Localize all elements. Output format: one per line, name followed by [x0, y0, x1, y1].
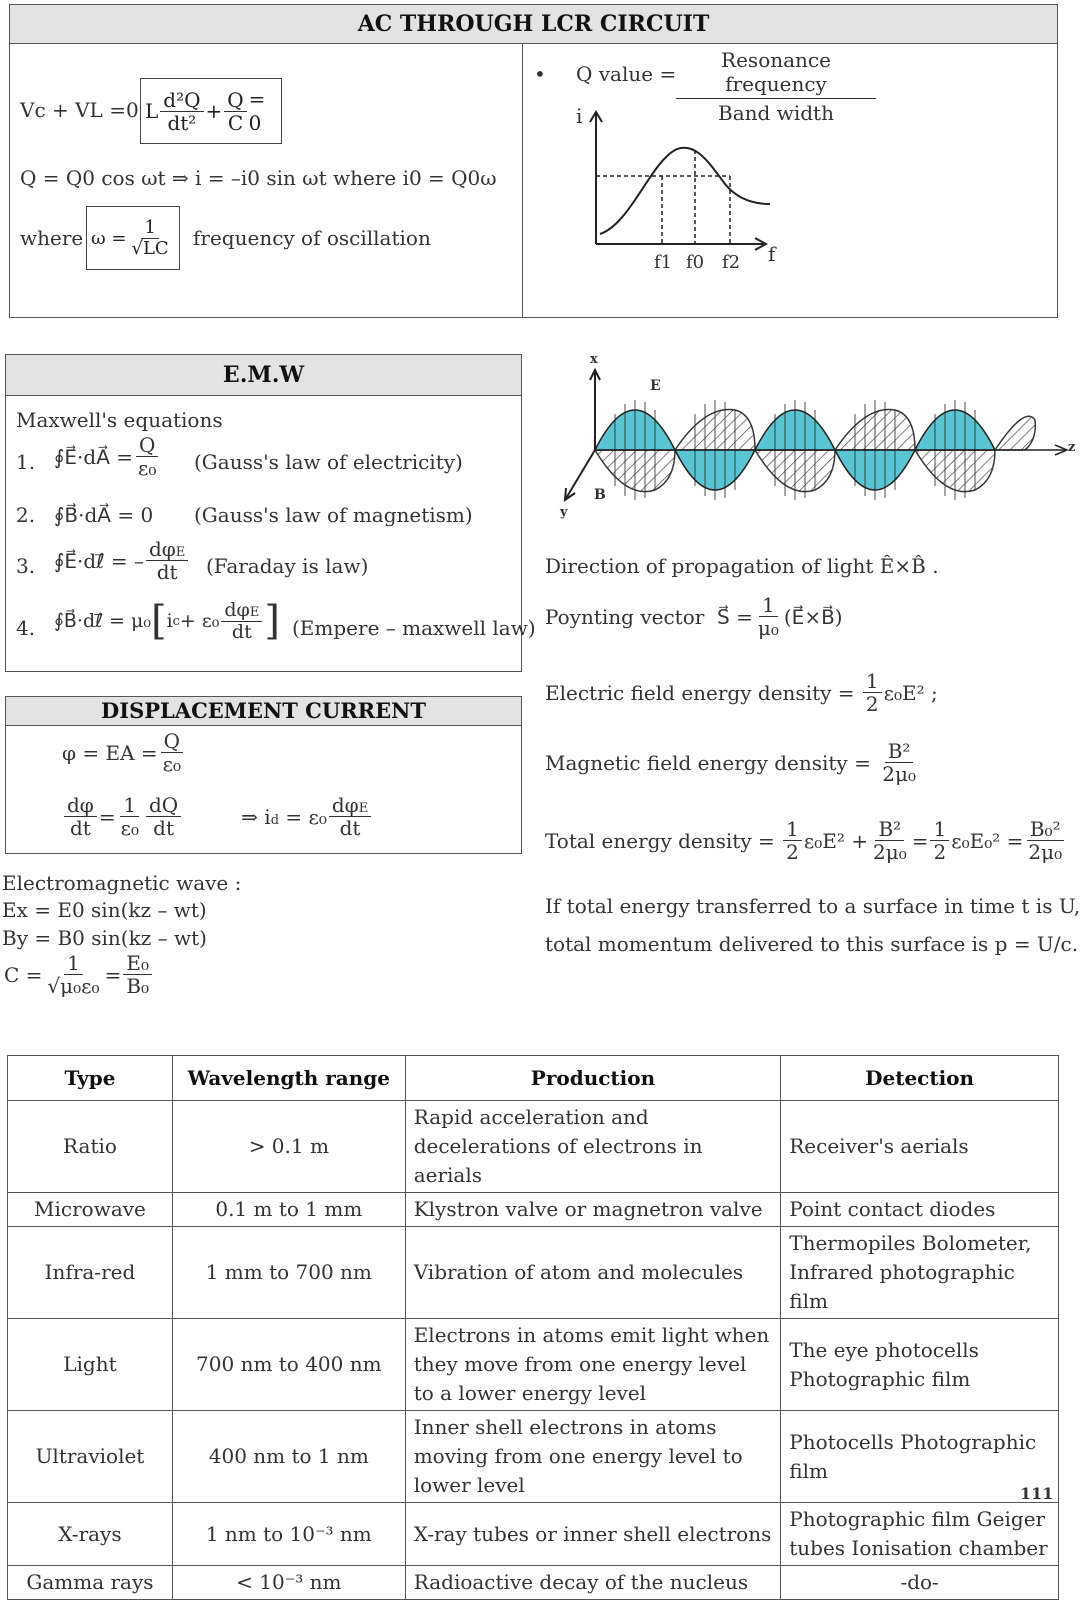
displacement-title: DISPLACEMENT CURRENT	[6, 697, 521, 726]
page-number: 111	[1020, 1484, 1054, 1503]
lcr-title: AC THROUGH LCR CIRCUIT	[10, 5, 1057, 44]
electric-energy-formula: Electric field energy density = $\frac{1}{2}$ ε₀E² ;	[545, 669, 938, 716]
lcr-divider	[522, 43, 523, 317]
cell-type: Microwave	[8, 1193, 173, 1227]
cell-detection: Photocells Photographic film	[781, 1411, 1059, 1503]
cell-detection: Point contact diodes	[781, 1193, 1059, 1227]
momentum-line-1: If total energy transferred to a surface in time t is U,	[545, 894, 1080, 918]
cell-wavelength: 1 nm to 10⁻³ nm	[172, 1503, 405, 1566]
eq3-num: 3.	[16, 554, 36, 578]
lcr-section	[9, 4, 1058, 318]
cell-production: Klystron valve or magnetron valve	[405, 1193, 781, 1227]
poynting-label: Poynting vector	[545, 604, 705, 629]
direction-text: Direction of propagation of light Ê×B̂ .	[545, 554, 939, 578]
cell-production: Radioactive decay of the nucleus	[405, 1566, 781, 1600]
eq1-formula: ∮E⃗·dA⃗ = $\frac{Q}{\text{ε₀}}$	[54, 433, 157, 480]
q-value-denominator: Band width	[718, 101, 834, 125]
eq2-num: 2.	[16, 503, 36, 527]
q-value-label: Q value =	[576, 62, 677, 86]
tick-f1: f1	[654, 252, 673, 273]
wave-y-label: y	[560, 505, 568, 520]
cell-wavelength: > 0.1 m	[172, 1101, 405, 1193]
cell-detection: Receiver's aerials	[781, 1101, 1059, 1193]
cell-detection: Photographic film Geiger tubes Ionisation chamber	[781, 1503, 1059, 1566]
cell-wavelength: 0.1 m to 1 mm	[172, 1193, 405, 1227]
wave-z-label: z	[1068, 440, 1076, 455]
header-type: Type	[8, 1056, 173, 1101]
where-label: where	[20, 226, 84, 250]
cell-detection: The eye photocells Photographic film	[781, 1319, 1059, 1411]
wave-b-label: B	[594, 487, 606, 503]
resonance-graph	[570, 104, 790, 284]
eq4-num: 4.	[16, 616, 36, 640]
table-row	[8, 1319, 1059, 1411]
table-header-row	[8, 1056, 1059, 1101]
cell-production: Vibration of atom and molecules	[405, 1227, 781, 1319]
cell-wavelength: < 10⁻³ nm	[172, 1566, 405, 1600]
lc-equation-box: L $\frac{\text{d²Q}}{\text{dt²}}$ + $\frac{Q}{C}$ = 0	[140, 78, 282, 144]
graph-x-label: f	[768, 242, 776, 266]
cell-production: Inner shell electrons in atoms moving from one energy level to lower level	[405, 1411, 781, 1503]
q-value-numerator: Resonance frequency	[676, 48, 876, 99]
cell-type: Ultraviolet	[8, 1411, 173, 1503]
frequency-label: frequency of oscillation	[193, 226, 431, 250]
table-row	[8, 1411, 1059, 1503]
graph-y-label: i	[576, 104, 583, 128]
magnetic-energy-formula: Magnetic field energy density = $\frac{\text{B²}}{\text{2μ₀}}$	[545, 739, 916, 786]
eq4-law: (Empere – maxwell law)	[292, 616, 536, 640]
eq1-law: (Gauss's law of electricity)	[194, 450, 463, 474]
flux-derivative: $\frac{d\varphi}{dt}$ = $\frac{1}{\text{ε₀}}$ $\frac{dQ}{dt}$ ⇒ id = ε₀ $\frac{\text{dφE}}{dt}$	[62, 794, 373, 839]
eq2-formula: ∮B⃗·dA⃗ = 0	[54, 503, 154, 527]
cell-detection: -do-	[781, 1566, 1059, 1600]
em-wave-diagram	[555, 350, 1080, 530]
table-row	[8, 1503, 1059, 1566]
cell-type: Ratio	[8, 1101, 173, 1193]
table-row	[8, 1566, 1059, 1600]
total-energy-label: Total energy density =	[545, 828, 775, 853]
cell-production: X-ray tubes or inner shell electrons	[405, 1503, 781, 1566]
by-equation: By = B0 sin(kz – wt)	[2, 926, 207, 950]
momentum-line-2: total momentum delivered to this surface is p = U/c.	[545, 932, 1079, 956]
emw-title: E.M.W	[6, 355, 521, 396]
eq4-formula: ∮B⃗·dℓ⃗ = μ₀ [ i c + ε₀ $\frac{\text{dφE}}{dt}$ ]	[54, 598, 280, 644]
charge-equation: Q = Q0 cos ωt ⇒ i = –i0 sin ωt where i0 = Q0ω	[20, 166, 497, 190]
eq2-law: (Gauss's law of magnetism)	[194, 503, 473, 527]
omega-box: ω = $\frac{1}{√LC}$	[86, 206, 180, 270]
poynting-formula: Poynting vector S⃗ = $\frac{1}{\text{μ₀}}$ (E⃗×B⃗)	[545, 593, 843, 640]
tick-f2: f2	[722, 252, 741, 273]
cell-wavelength: 700 nm to 400 nm	[172, 1319, 405, 1411]
header-wavelength: Wavelength range	[172, 1056, 405, 1101]
eq1-num: 1.	[16, 450, 36, 474]
eq3-formula: ∮E⃗·dℓ⃗ = – $\frac{\text{dφE}}{dt}$	[54, 538, 190, 583]
eq3-law: (Faraday is law)	[206, 554, 369, 578]
maxwell-intro: Maxwell's equations	[16, 408, 223, 432]
table-row	[8, 1227, 1059, 1319]
cell-type: Infra-red	[8, 1227, 173, 1319]
em-spectrum-table	[7, 1055, 1059, 1600]
electric-energy-label: Electric field energy density =	[545, 680, 855, 705]
wave-x-label: x	[590, 352, 598, 367]
cell-wavelength: 400 nm to 1 nm	[172, 1411, 405, 1503]
direction-label: Direction of propagation of light	[545, 554, 874, 578]
kirchhoff-eq: Vc + VL =0	[20, 98, 139, 122]
speed-of-light-equation: C = $\frac{1}{\text{√μ₀ε₀}}$ = $\frac{\text{E₀}}{\text{B₀}}$	[4, 952, 154, 997]
tick-f0: f0	[686, 252, 705, 273]
cell-production: Electrons in atoms emit light when they move from one energy level to a lower energy level	[405, 1319, 781, 1411]
ex-equation: Ex = E0 sin(kz – wt)	[2, 898, 207, 922]
flux-equation: φ = EA = $\frac{Q}{\text{ε₀}}$	[62, 729, 182, 776]
cell-type: Gamma rays	[8, 1566, 173, 1600]
cell-wavelength: 1 mm to 700 nm	[172, 1227, 405, 1319]
table-row	[8, 1193, 1059, 1227]
bullet: •	[534, 62, 546, 86]
cell-detection: Thermopiles Bolometer, Infrared photographic film	[781, 1227, 1059, 1319]
cell-production: Rapid acceleration and decelerations of electrons in aerials	[405, 1101, 781, 1193]
total-energy-formula: Total energy density = $\frac{1}{2}$ ε₀E² + $\frac{\text{B²}}{\text{2μ₀}}$ = $\frac{1}{2}$ ε₀E₀² = $\frac{\text{B₀²}}{\text{2μ₀}}$	[545, 817, 1063, 864]
header-production: Production	[405, 1056, 781, 1101]
wave-e-label: E	[650, 378, 661, 394]
table-row	[8, 1101, 1059, 1193]
header-detection: Detection	[781, 1056, 1059, 1101]
cell-type: X-rays	[8, 1503, 173, 1566]
cell-type: Light	[8, 1319, 173, 1411]
magnetic-energy-label: Magnetic field energy density =	[545, 750, 871, 775]
em-wave-heading: Electromagnetic wave :	[2, 871, 242, 895]
